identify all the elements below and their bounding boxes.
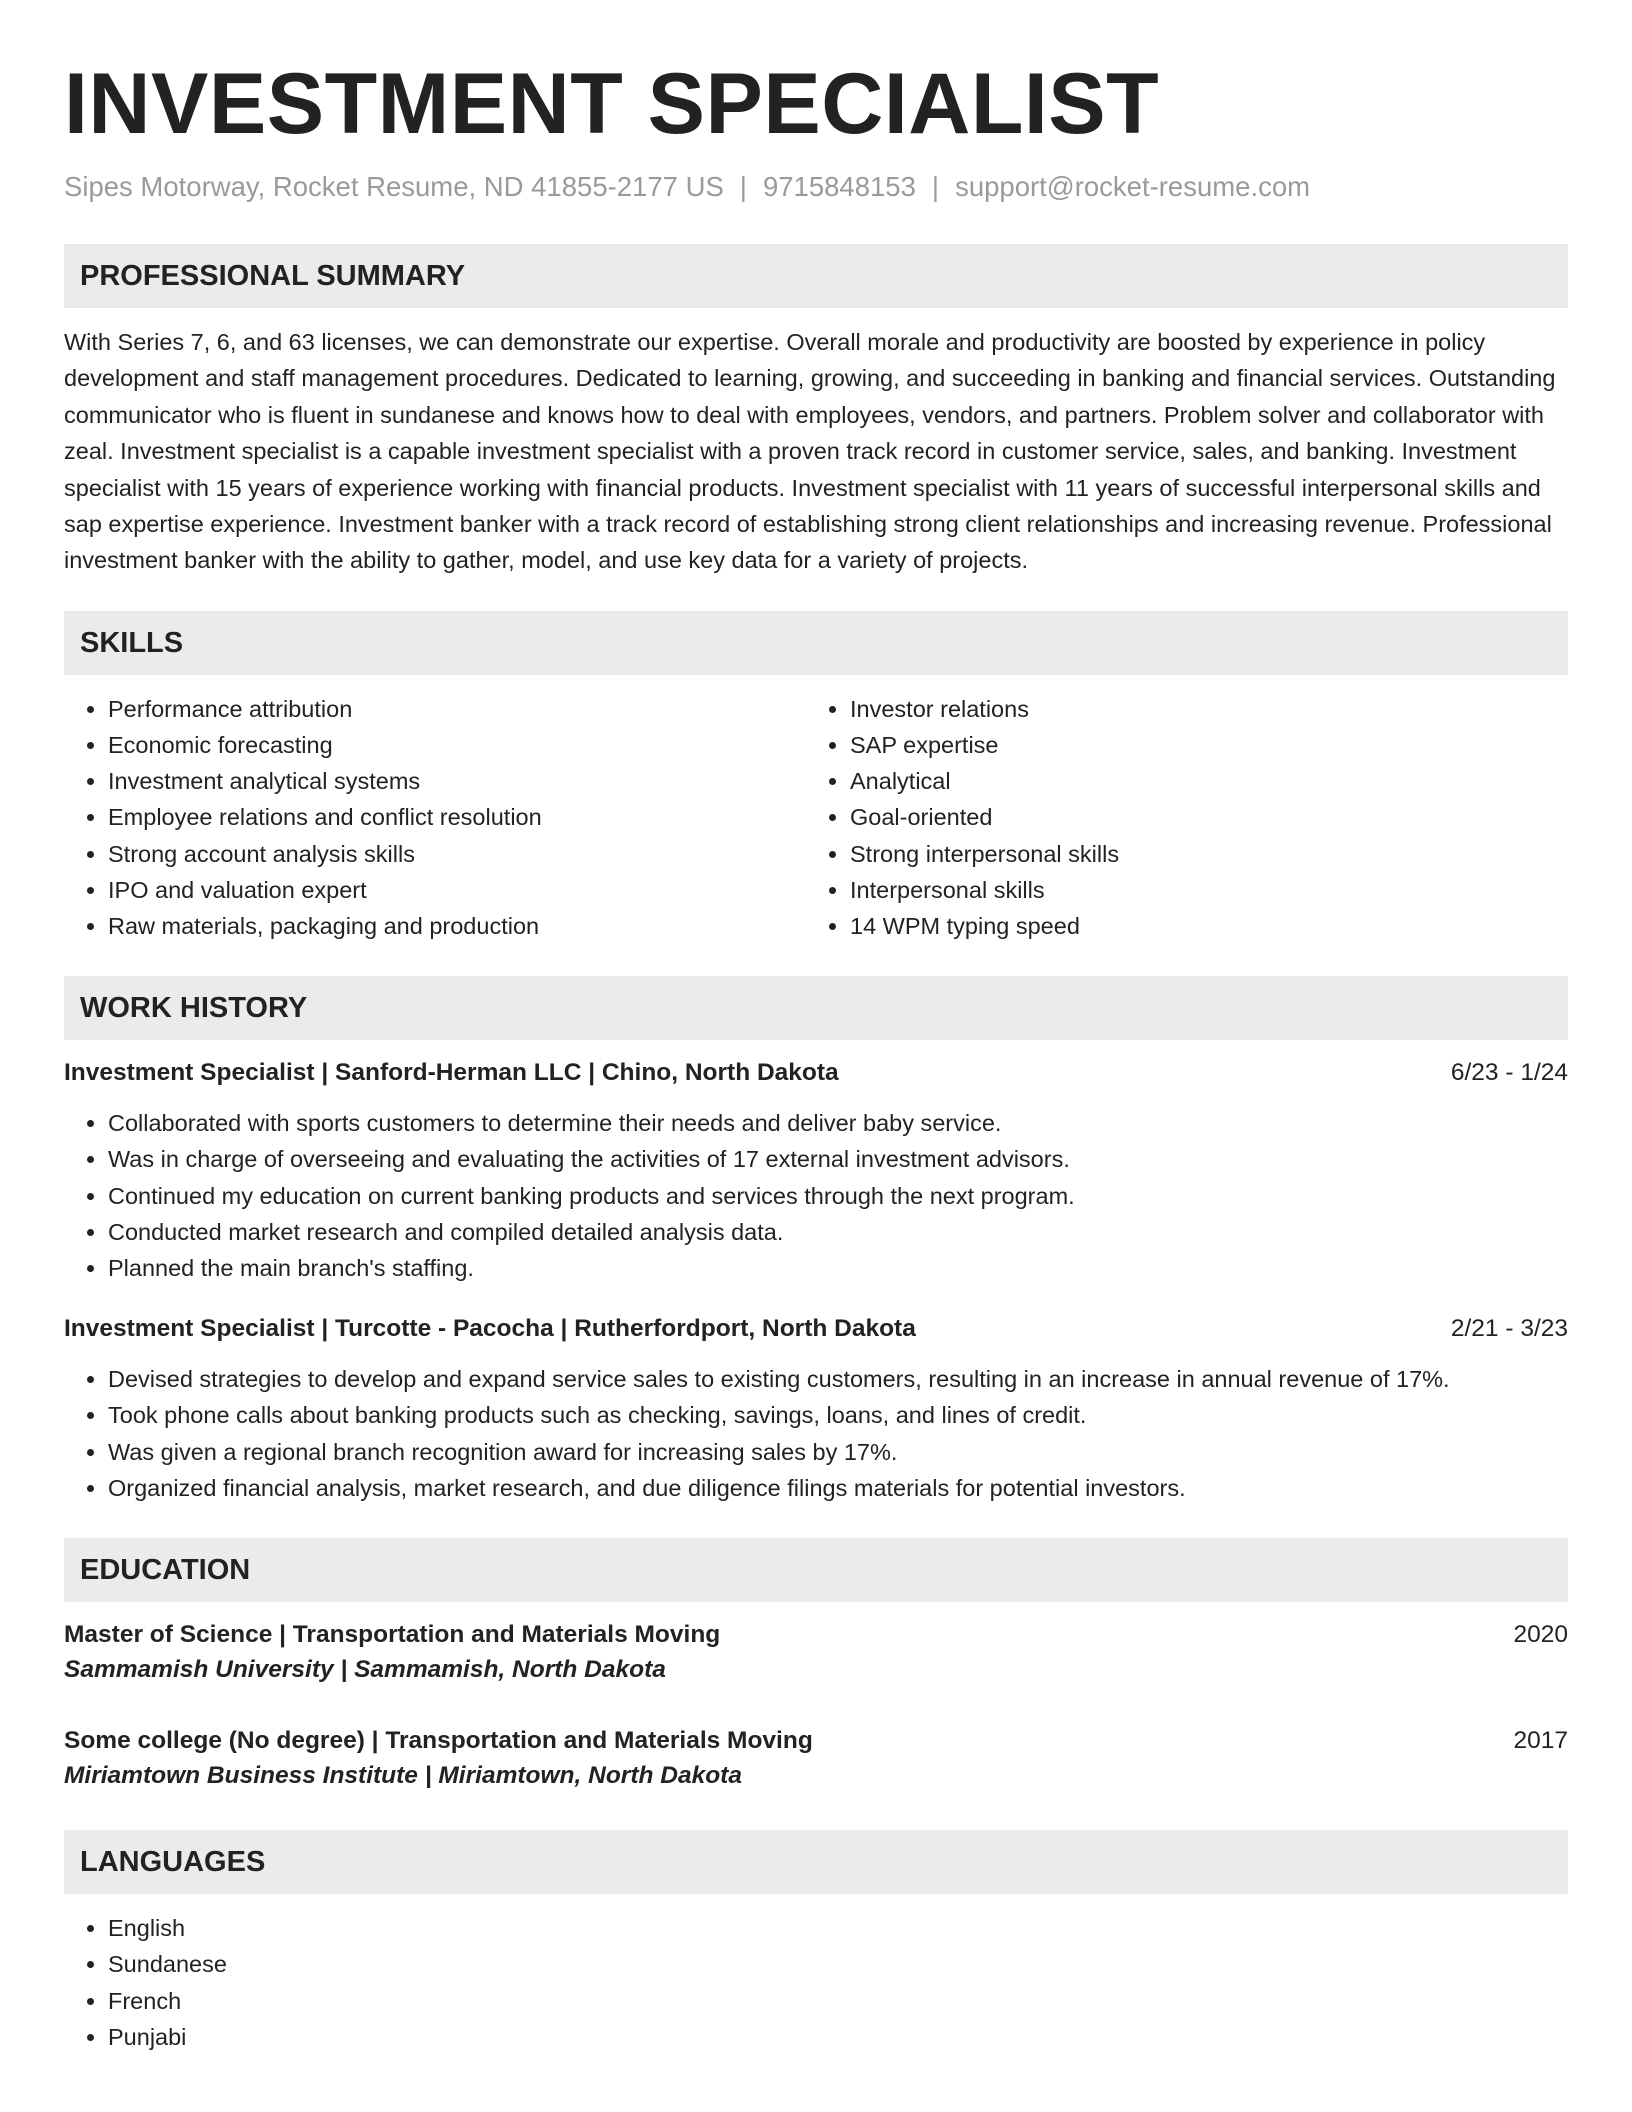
work-section [64, 976, 1568, 1506]
contact-separator: | [739, 171, 747, 202]
job-bullet: • Collaborated with sports customers to determine their needs and deliver baby service. [108, 1105, 1568, 1141]
skill-item: • Investor relations [850, 691, 1548, 727]
job-bullet: • Continued my education on current banking products and services through the next program. [108, 1178, 1568, 1214]
work-heading: WORK HISTORY [64, 976, 1568, 1040]
skills-section [64, 611, 1568, 944]
skill-item: • Interpersonal skills [850, 872, 1548, 908]
degree-title: Master of Science | Transportation and Materials Moving [64, 1621, 721, 1649]
school-name: Sammamish University | Sammamish, North Dakota [64, 1656, 666, 1684]
education-header [64, 1724, 1568, 1758]
job-title: Investment Specialist | Sanford-Herman LLC | Chino, North Dakota [64, 1059, 839, 1087]
summary-text: With Series 7, 6, and 63 licenses, we can demonstrate our expertise. Overall morale and productivity are boosted by experience in policy development and staff management procedures. Dedicated to learning, growing, and succeeding in banking and financial services. Outstanding communicator who is fluent in sundanese and knows how to deal with employees, vendors, and partners. Problem solver and collaborator with zeal. Investment specialist is a capable investment specialist with a proven track record in customer service, sales, and banking. Investment specialist with 15 years of experience working with financial products. Investment specialist with 11 years of successful interpersonal skills and sap expertise experience. Investment banker with a track record of establishing strong client relationships and increasing revenue. Professional investment banker with the ability to gather, model, and use key data for a variety of projects. [64, 329, 1556, 574]
skills-column-left [64, 691, 806, 944]
languages-section [64, 1830, 1568, 2055]
job-bullet: • Devised strategies to develop and expand service sales to existing customers, resulting in an increase in annual revenue of 17%. [108, 1361, 1568, 1397]
education-section [64, 1538, 1568, 1794]
education-entry [64, 1724, 1568, 1794]
contact-address: Sipes Motorway, Rocket Resume, ND 41855-2177 US [64, 171, 724, 202]
job-bullets [64, 1361, 1568, 1506]
contact-line [64, 170, 1568, 204]
skill-item: • Performance attribution [108, 691, 806, 727]
skill-item: • IPO and valuation expert [108, 872, 806, 908]
job-bullet: • Was given a regional branch recognition award for increasing sales by 17%. [108, 1434, 1568, 1470]
skill-item: • Goal-oriented [850, 799, 1548, 835]
job-bullet: • Planned the main branch's staffing. [108, 1250, 1568, 1286]
job-title: Investment Specialist | Turcotte - Pacocha | Rutherfordport, North Dakota [64, 1315, 916, 1343]
education-entry [64, 1618, 1568, 1688]
language-item: • Punjabi [108, 2019, 1568, 2055]
contact-separator: | [931, 171, 940, 202]
skill-item: • Investment analytical systems [108, 763, 806, 799]
job-header [64, 1056, 1568, 1090]
job-bullet: • Took phone calls about banking products such as checking, savings, loans, and lines of credit. [108, 1397, 1568, 1433]
job-bullet: • Conducted market research and compiled detailed analysis data. [108, 1214, 1568, 1250]
skill-item: • Strong account analysis skills [108, 836, 806, 872]
job-entry [64, 1056, 1568, 1286]
education-year: 2017 [1513, 1727, 1568, 1755]
summary-heading: PROFESSIONAL SUMMARY [64, 244, 1568, 308]
language-item: • French [108, 1983, 1568, 2019]
skill-item: • Analytical [850, 763, 1548, 799]
language-item: • Sundanese [108, 1946, 1568, 1982]
languages-heading: LANGUAGES [64, 1830, 1568, 1894]
skills-columns [64, 691, 1568, 944]
job-bullets [64, 1105, 1568, 1286]
job-dates: 2/21 - 3/23 [1450, 1315, 1568, 1343]
skill-item: • Economic forecasting [108, 727, 806, 763]
skill-item: • Raw materials, packaging and production [108, 908, 806, 944]
language-item: • English [108, 1910, 1568, 1946]
school-name: Miriamtown Business Institute | Miriamtown, North Dakota [64, 1762, 742, 1790]
job-header [64, 1312, 1568, 1346]
education-heading: EDUCATION [64, 1538, 1568, 1602]
skill-item: • Employee relations and conflict resolution [108, 799, 806, 835]
candidate-name: INVESTMENT SPECIALIST [64, 56, 1160, 152]
skill-item: • 14 WPM typing speed [850, 908, 1548, 944]
contact-email: support@rocket-resume.com [955, 171, 1311, 202]
education-header [64, 1618, 1568, 1652]
skill-item: • SAP expertise [850, 727, 1548, 763]
job-bullet: • Organized financial analysis, market research, and due diligence filings materials for potential investors. [108, 1470, 1568, 1506]
contact-phone: 9715848153 [762, 171, 916, 202]
education-year: 2020 [1513, 1621, 1568, 1649]
skills-column-right [806, 691, 1548, 944]
job-dates: 6/23 - 1/24 [1450, 1059, 1568, 1087]
job-bullet: • Was in charge of overseeing and evaluating the activities of 17 external investment advisors. [108, 1141, 1568, 1177]
summary-section [64, 244, 1568, 579]
languages-list [64, 1910, 1568, 2055]
job-entry [64, 1312, 1568, 1506]
skills-heading: SKILLS [64, 611, 1568, 675]
skill-item: • Strong interpersonal skills [850, 836, 1548, 872]
degree-title: Some college (No degree) | Transportation and Materials Moving [64, 1727, 813, 1755]
